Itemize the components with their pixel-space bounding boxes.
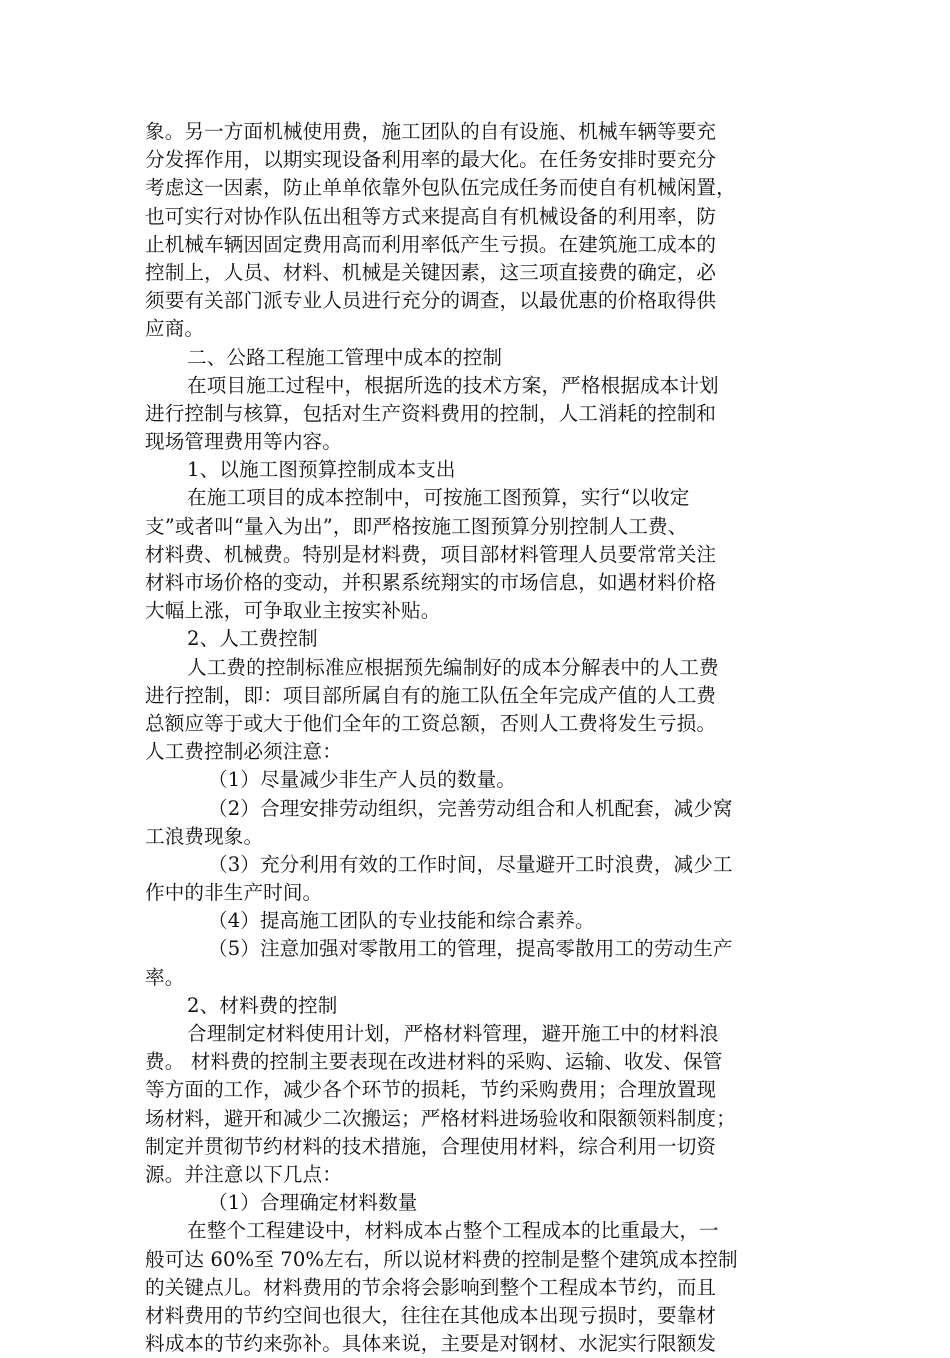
document-page: [145, 118, 805, 1358]
text-line: 源。并注意以下几点：: [145, 1162, 342, 1186]
text-line: 须要有关部门派专业人员进行充分的调查，以最优惠的价格取得供: [145, 289, 717, 313]
text-line: （3）充分利用有效的工作时间，尽量避开工时浪费，减少工: [208, 852, 733, 876]
text-line: 也可实行对协作队伍出租等方式来提高自有机械设备的利用率，防: [145, 204, 717, 228]
text-line: 在项目施工过程中，根据所选的技术方案，严格根据成本计划: [187, 373, 719, 397]
text-line: 料成本的节约来弥补。具体来说，主要是对钢材、水泥实行限额发: [145, 1332, 717, 1356]
text-line: 合理制定材料使用计划，严格材料管理，避开施工中的材料浪: [187, 1022, 719, 1045]
text-line: 作中的非生产时间。: [145, 881, 323, 905]
text-line: 进行控制与核算，包括对生产资料费用的控制，人工消耗的控制和: [145, 401, 717, 425]
text-line: 分发挥作用，以期实现设备利用率的最大化。在任务安排时要充分: [145, 148, 717, 172]
text-line: 1、以施工图预算控制成本支出: [187, 458, 456, 482]
text-line: 场材料，避开和减少二次搬运；严格材料进场验收和限额领料制度；: [145, 1106, 736, 1130]
text-line: （1）尽量减少非生产人员的数量。: [208, 768, 516, 792]
text-line: 在整个工程建设中，材料成本占整个工程成本的比重最大，一: [187, 1219, 719, 1243]
text-line: 人工费控制必须注意：: [145, 740, 342, 764]
text-line: 材料费、机械费。特别是材料费，项目部材料管理人员要常常关注: [145, 542, 717, 566]
text-line: 率。: [145, 965, 185, 989]
text-line: 材料市场价格的变动，并积累系统翔实的市场信息，如遇材料价格: [145, 571, 717, 594]
text-line: 现场管理费用等内容。: [145, 430, 342, 454]
text-line: 般可达 60%至 70%左右，所以说材料费的控制是整个建筑成本控制: [145, 1247, 738, 1271]
text-line: （5）注意加强对零散用工的管理，提高零散用工的劳动生产: [208, 937, 733, 961]
text-line: 进行控制，即：项目部所属自有的施工队伍全年完成产值的人工费: [145, 683, 717, 707]
text-line: 支”或者叫“量入为出”，即严格按施工图预算分别控制人工费、: [145, 514, 688, 538]
text-line: 工浪费现象。: [145, 824, 264, 848]
text-line: 制定并贯彻节约材料的技术措施，合理使用材料，综合利用一切资: [145, 1134, 717, 1158]
text-line: 人工费的控制标准应根据预先编制好的成本分解表中的人工费: [187, 655, 719, 679]
text-line: （4）提高施工团队的专业技能和综合素养。: [208, 909, 595, 933]
text-line: 的关键点儿。材料费用的节余将会影响到整个工程成本节约，而且: [145, 1275, 717, 1299]
text-line: 费。 材料费的控制主要表现在改进材料的采购、运输、收发、保管: [145, 1050, 723, 1074]
text-line: 止机械车辆因固定费用高而利用率低产生亏损。在建筑施工成本的: [145, 232, 717, 256]
text-line: 材料费用的节约空间也很大，往往在其他成本出现亏损时，要靠材: [145, 1303, 717, 1327]
text-line: 2、人工费控制: [187, 627, 318, 651]
text-line: 控制上，人员、材料、机械是关键因素，这三项直接费的确定，必: [145, 260, 717, 284]
text-line: 应商。: [145, 317, 205, 341]
text-line: 考虑这一因素，防止单单依靠外包队伍完成任务而使自有机械闲置，: [145, 176, 736, 200]
text-line: 大幅上涨，可争取业主按实补贴。: [145, 599, 441, 623]
text-line: （1）合理确定材料数量: [208, 1191, 418, 1215]
text-line: 等方面的工作，减少各个环节的损耗，节约采购费用；合理放置现: [145, 1078, 717, 1102]
text-line: 二、公路工程施工管理中成本的控制: [187, 345, 503, 369]
text-line: 在施工项目的成本控制中，可按施工图预算，实行“以收定: [187, 486, 690, 510]
text-line: （2）合理安排劳动组织，完善劳动组合和人机配套，减少窝: [208, 796, 733, 820]
text-line: 2、材料费的控制: [187, 993, 338, 1017]
text-line: 总额应等于或大于他们全年的工资总额，否则人工费将发生亏损。: [145, 711, 717, 735]
text-line: 象。另一方面机械使用费，施工团队的自有设施、机械车辆等要充: [145, 120, 717, 143]
